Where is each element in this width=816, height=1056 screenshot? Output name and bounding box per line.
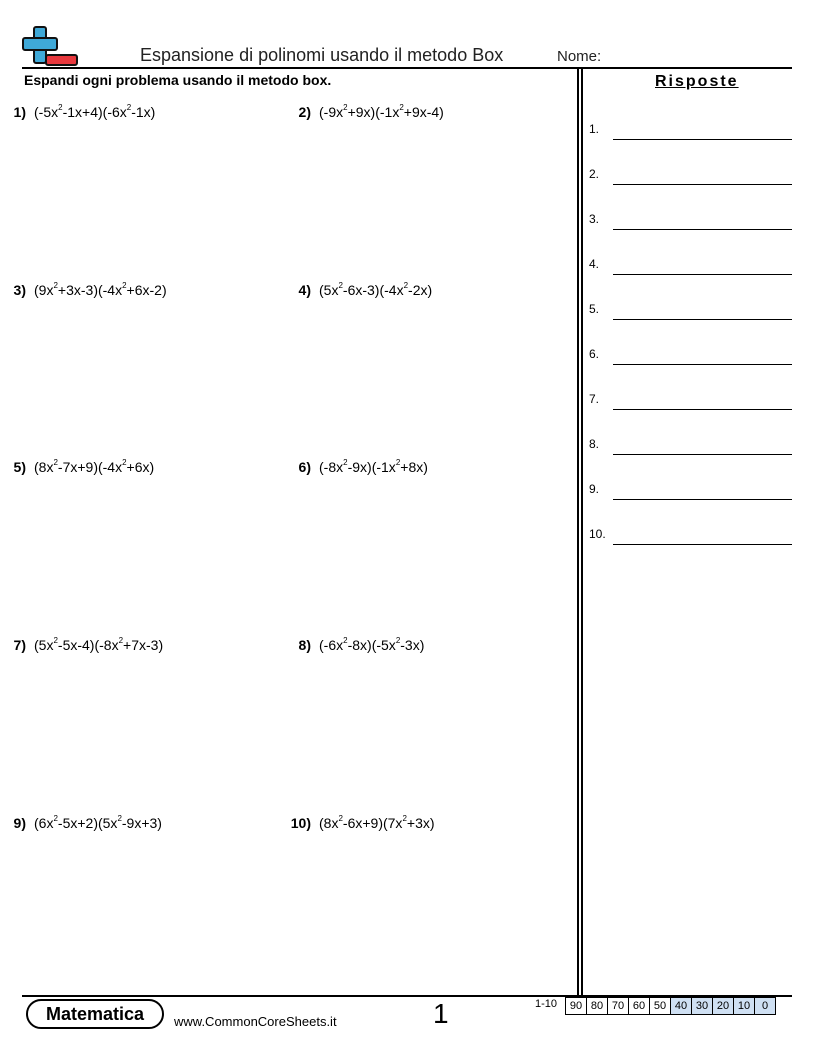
score-cell: 60: [629, 997, 650, 1015]
problem-5: 5) $(8x^2-7x+9)(-4x^2+6x)$: [4, 459, 154, 475]
answer-line-3[interactable]: [613, 229, 792, 230]
score-cell: 40: [671, 997, 692, 1015]
answer-line-6[interactable]: [613, 364, 792, 365]
score-cell: 0: [755, 997, 776, 1015]
problem-number: 8): [298, 637, 311, 653]
score-cell: 30: [692, 997, 713, 1015]
problem-number: 5): [13, 459, 26, 475]
plus-minus-logo-icon: [22, 26, 80, 68]
answer-row: 1.: [589, 120, 792, 140]
problem-number: 1): [13, 104, 26, 120]
answer-row: 6.: [589, 345, 792, 365]
answer-row: 9.: [589, 480, 792, 500]
score-cell: 10: [734, 997, 755, 1015]
answer-row: 2.: [589, 165, 792, 185]
answer-line-2[interactable]: [613, 184, 792, 185]
brand-badge: Matematica: [26, 999, 164, 1029]
problem-number: 9): [13, 815, 26, 831]
score-cell: 80: [587, 997, 608, 1015]
answer-line-9[interactable]: [613, 499, 792, 500]
column-divider-right: [581, 69, 583, 995]
problem-10: 10) $(8x^2-6x+9)(7x^2+3x)$: [290, 814, 435, 831]
answers-title: Risposte: [655, 73, 739, 90]
answer-row: 7.: [589, 390, 792, 410]
answer-line-10[interactable]: [613, 544, 792, 545]
problem-number: 2): [298, 104, 311, 120]
problem-4: 4) $(5x^2-6x-3)(-4x^2-2x)$: [289, 282, 432, 298]
score-range-label: 1-10: [535, 998, 558, 1010]
answer-line-1[interactable]: [613, 139, 792, 140]
problem-number: 6): [298, 459, 311, 475]
answer-line-8[interactable]: [613, 454, 792, 455]
instructions: Espandi ogni problema usando il metodo box.: [24, 72, 332, 88]
column-divider-left: [577, 69, 579, 995]
problem-1: 1) $(-5x^2-1x+4)(-6x^2-1x)$: [4, 104, 155, 120]
problem-number: 4): [298, 282, 311, 298]
answer-row: 4.: [589, 255, 792, 275]
problem-number: 10): [290, 815, 311, 831]
problem-9: 9) $(6x^2-5x+2)(5x^2-9x+3)$: [4, 815, 162, 831]
answer-row: 5.: [589, 300, 792, 320]
score-cell: 20: [713, 997, 734, 1015]
score-cell: 50: [650, 997, 671, 1015]
answer-line-4[interactable]: [613, 274, 792, 275]
problem-number: 3): [13, 282, 26, 298]
answer-line-5[interactable]: [613, 319, 792, 320]
score-table: [565, 997, 776, 1015]
score-cell: 70: [608, 997, 629, 1015]
worksheet-title: Espansione di polinomi usando il metodo Box: [140, 45, 504, 65]
site-url: www.CommonCoreSheets.it: [174, 1014, 337, 1029]
problem-6: 6) $(-8x^2-9x)(-1x^2+8x)$: [289, 459, 428, 475]
name-label: Nome:: [557, 48, 602, 65]
problem-number: 7): [13, 637, 26, 653]
score-cell: 90: [565, 997, 587, 1015]
problem-2: 2) $(-9x^2+9x)(-1x^2+9x-4)$: [289, 104, 444, 120]
problem-8: 8) $(-6x^2-8x)(-5x^2-3x)$: [289, 637, 424, 653]
answer-line-7[interactable]: [613, 409, 792, 410]
answer-row: 8.: [589, 435, 792, 455]
problem-3: 3) $(9x^2+3x-3)(-4x^2+6x-2)$: [4, 282, 167, 298]
answer-row: 3.: [589, 210, 792, 230]
answer-row: 10.: [589, 525, 792, 545]
problem-7: 7) $(5x^2-5x-4)(-8x^2+7x-3)$: [4, 637, 163, 653]
header-divider: [22, 67, 792, 69]
page-number: 1: [433, 998, 449, 1029]
